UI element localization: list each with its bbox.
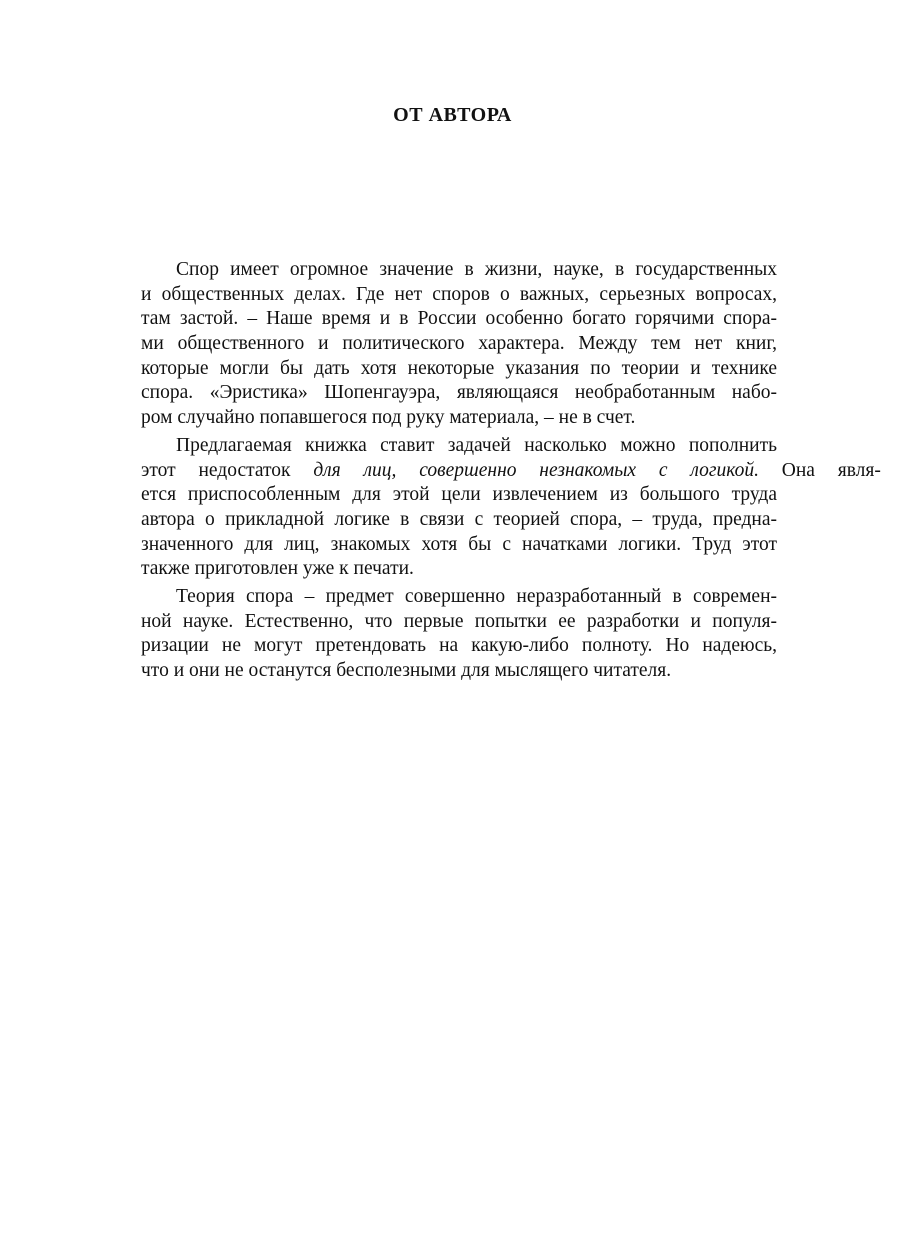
text-line: Предлагаемая книжка ставит задачей насколько можно пополнить	[176, 434, 777, 456]
text-line: Спор имеет огромное значение в жизни, науке, в государственных	[176, 259, 777, 280]
text-line: что и они не останутся бесполезными для мыслящего читателя.	[141, 660, 672, 681]
text-line: и общественных делах. Где нет споров о важных, серьезных вопросах,	[141, 283, 777, 305]
text-line: Теория спора – предмет совершенно неразработанный в современ-	[176, 585, 777, 607]
text-line: также приготовлен уже к печати.	[141, 558, 414, 580]
page-title: ОТ АВТОРА	[393, 104, 512, 126]
text-run: этот недостаток	[141, 459, 314, 481]
text-line: ется приспособленным для этой цели извлечением из большого труда	[141, 484, 777, 506]
text-line: там застой. – Наше время и в России особенно богато горячими спора-	[141, 308, 777, 330]
italic-text-run: для лиц, совершенно незнакомых с логикой.	[313, 459, 759, 481]
text-line: ной науке. Естественно, что первые попытки ее разработки и популя-	[141, 610, 777, 632]
text-line: спора. «Эристика» Шопенгауэра, являющаяся необработанным набо-	[141, 382, 777, 404]
text-line: ми общественного и политического характера. Между тем нет книг,	[141, 333, 777, 355]
paragraph	[141, 585, 777, 684]
text-line: которые могли бы дать хотя некоторые указания по теории и технике	[141, 357, 777, 379]
text-line: ром случайно попавшегося под руку материала, – не в счет.	[141, 407, 636, 429]
paragraph	[141, 434, 881, 582]
text-line	[141, 459, 881, 484]
text-line: ризации не могут претендовать на какую-либо полноту. Но надеюсь,	[141, 635, 777, 657]
paragraph	[141, 258, 777, 431]
text-line: значенного для лиц, знакомых хотя бы с начатками логики. Труд этот	[141, 533, 777, 555]
body-text	[141, 258, 881, 684]
text-run: Она явля-	[758, 459, 881, 481]
text-line: автора о прикладной логике в связи с теорией спора, – труда, предна-	[141, 508, 777, 530]
